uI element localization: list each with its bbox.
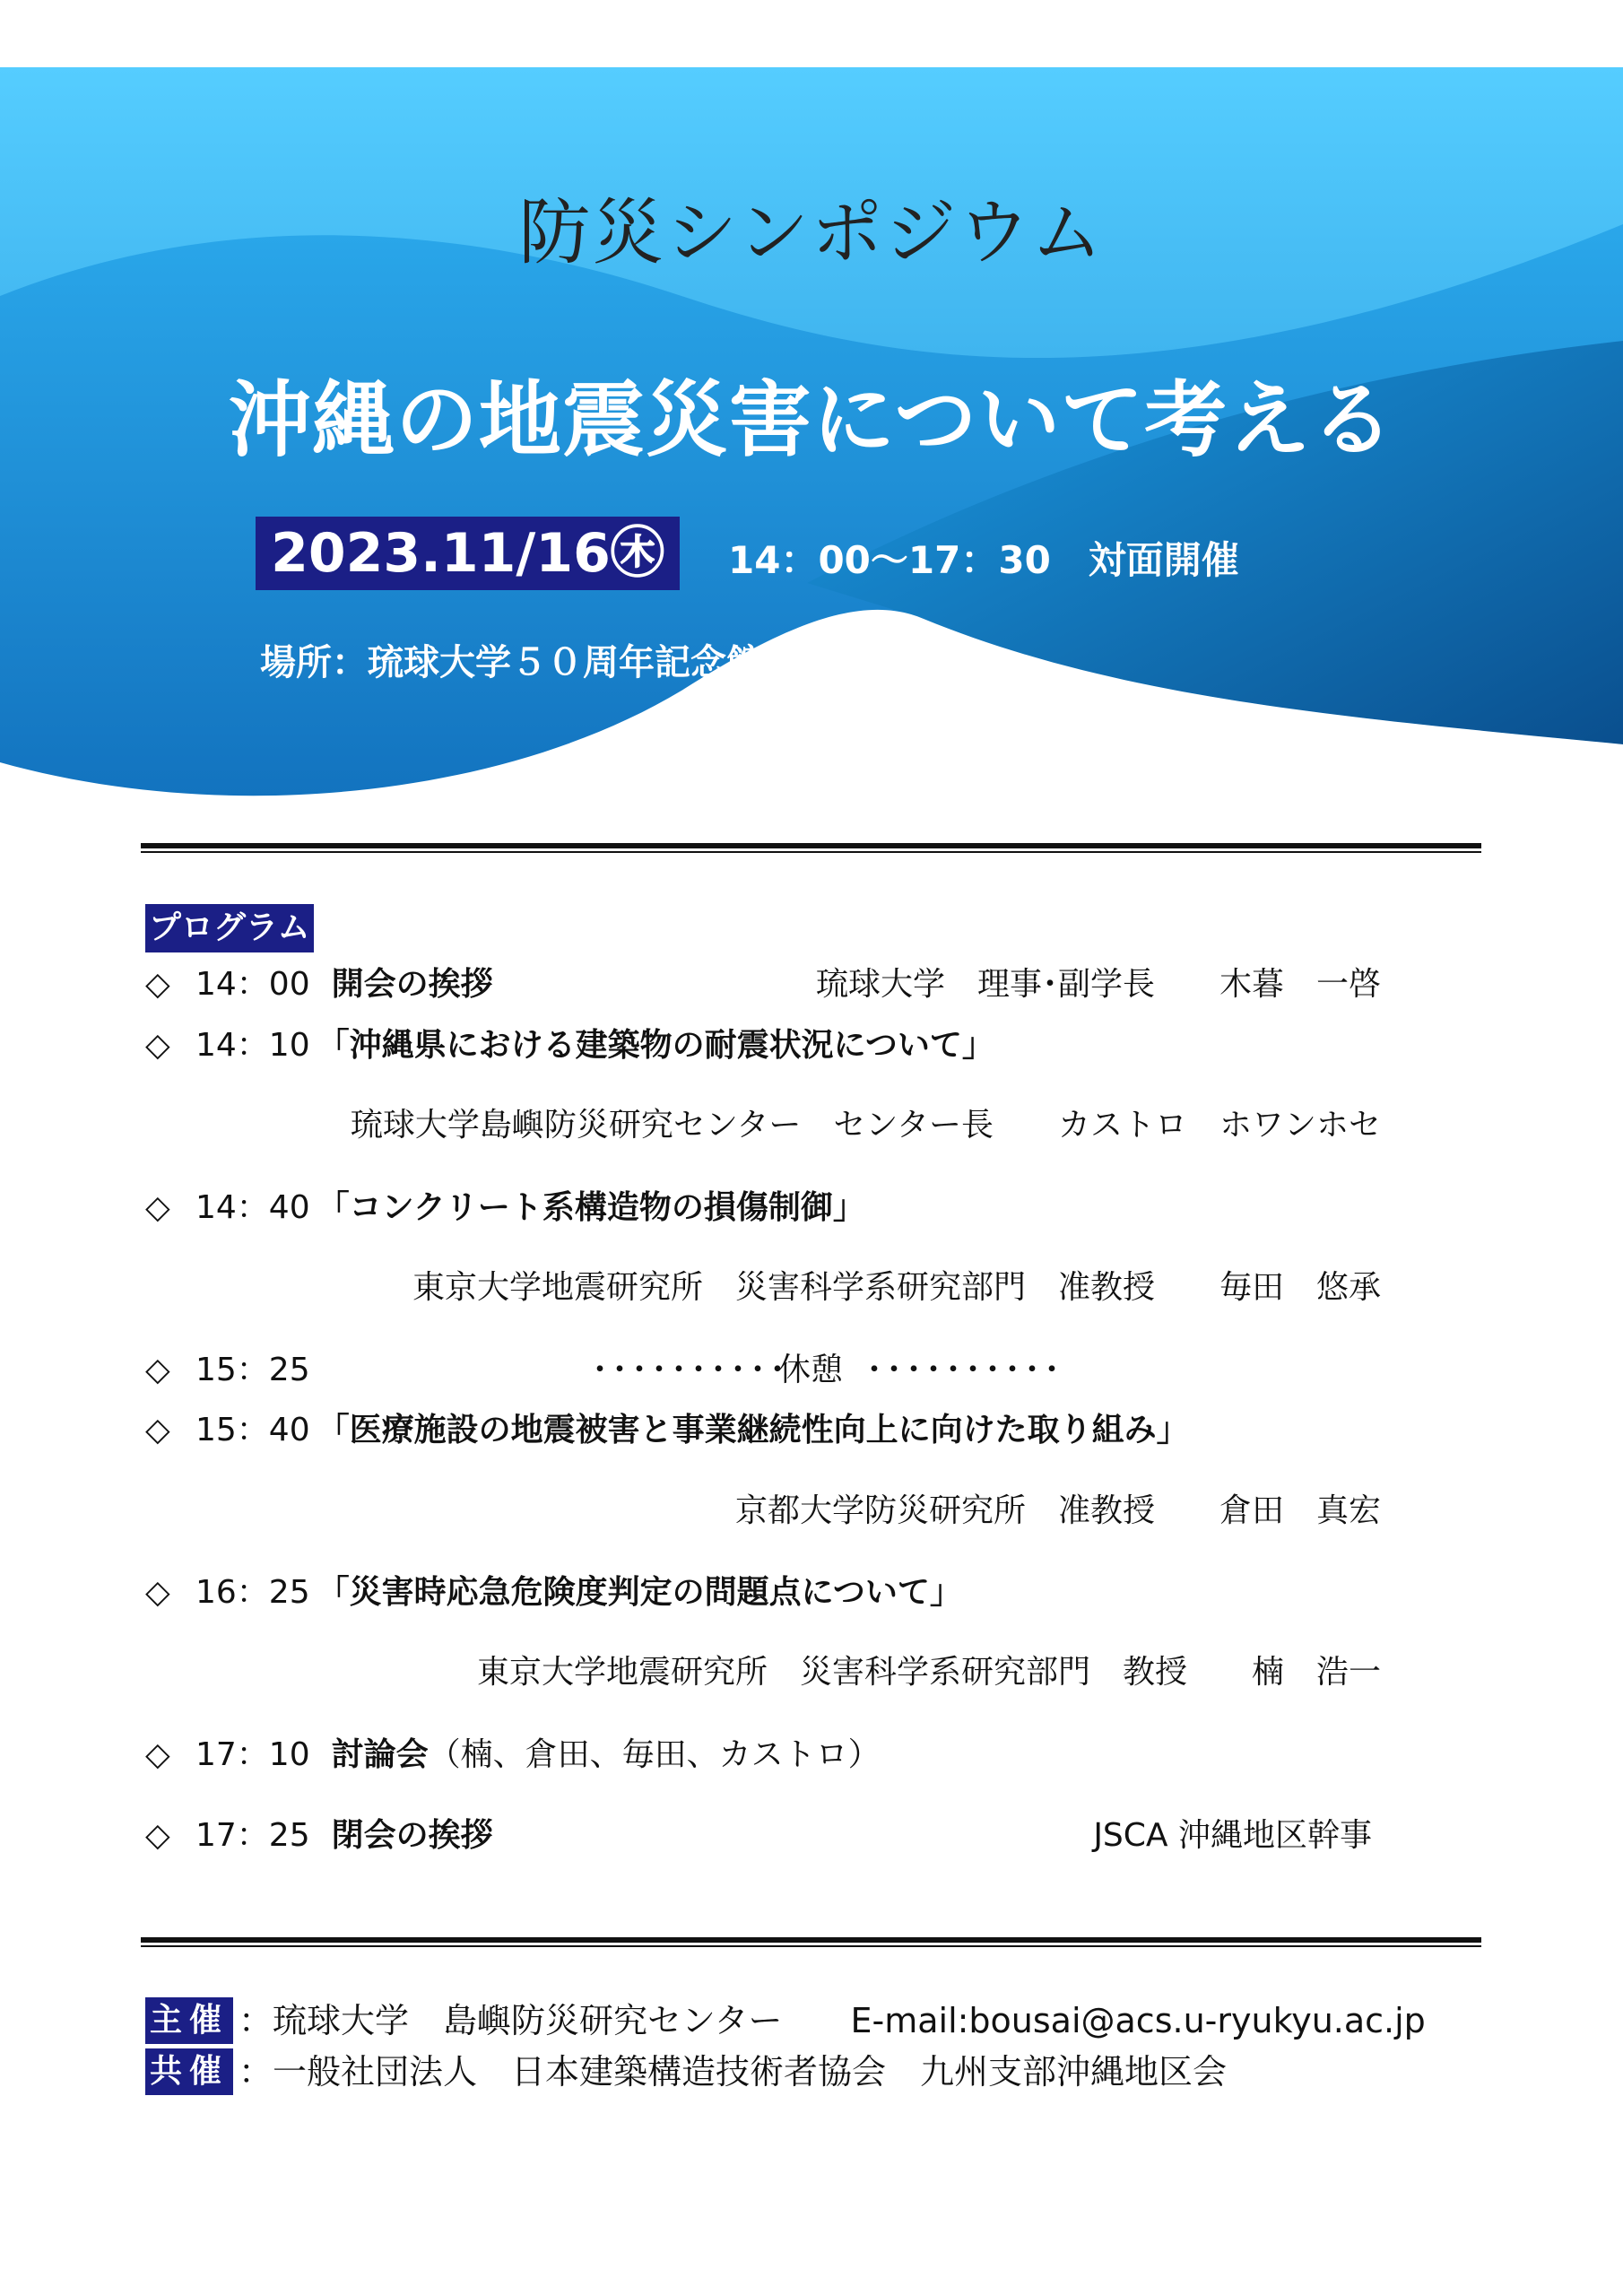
item-title: 討論会	[331, 1736, 429, 1773]
item-time: 14：10	[195, 1027, 310, 1064]
program-item	[145, 1733, 881, 1778]
item-time: 14：00	[195, 966, 310, 1003]
symposium-subtitle: 防災シンポジウム	[518, 191, 1105, 274]
divider-top	[141, 843, 1481, 853]
cohost-text: ：一般社団法人 日本建築構造技術者協会 九州支部沖縄地区会	[239, 2052, 1228, 2092]
event-date: 2023.11/16㊍	[256, 517, 680, 590]
divider-bottom	[141, 1937, 1481, 1947]
diamond-icon: ◇	[145, 1027, 170, 1064]
program-item	[145, 1186, 865, 1231]
break-dots-left: ･･････････	[592, 1352, 789, 1388]
item-speaker: JSCA 沖縄地区幹事	[1093, 1817, 1372, 1854]
diamond-icon: ◇	[145, 1189, 170, 1226]
item-time: 17：10	[195, 1736, 310, 1773]
diamond-icon: ◇	[145, 966, 170, 1003]
program-item	[145, 962, 493, 1007]
item-speaker: 京都大学防災研究所 准教授 倉田 真宏	[734, 1492, 1381, 1529]
break-label: 休憩	[778, 1352, 844, 1388]
program-label: プログラム	[145, 904, 314, 952]
page-title: 沖縄の地震災害について考える	[228, 372, 1395, 468]
item-title: 「沖縄県における建築物の耐震状況について」	[317, 1027, 994, 1064]
program-item	[145, 1023, 994, 1068]
item-time: 15：25	[195, 1352, 310, 1388]
item-time: 14：40	[195, 1189, 310, 1226]
item-title: 「医療施設の地震被害と事業継続性向上に向けた取り組み」	[317, 1412, 1189, 1448]
program-item	[145, 1570, 962, 1615]
item-time: 17：25	[195, 1817, 310, 1854]
item-title: 「コンクリート系構造物の損傷制御」	[317, 1189, 865, 1226]
item-speaker: 東京大学地震研究所 災害科学系研究部門 教授 楠 浩一	[476, 1654, 1381, 1691]
diamond-icon: ◇	[145, 1574, 170, 1611]
event-time: 14：00～17：30 対面開催	[728, 538, 1239, 582]
item-speaker: 琉球大学 理事･副学長 木暮 一啓	[815, 966, 1381, 1003]
item-title: 「災害時応急危険度判定の問題点について」	[317, 1574, 962, 1611]
diamond-icon: ◇	[145, 1736, 170, 1773]
diamond-icon: ◇	[145, 1352, 170, 1388]
item-speaker: 琉球大学島嶼防災研究センター センター長 カストロ ホワンホセ	[350, 1107, 1381, 1144]
discussion-panelists: （楠、倉田、毎田、カストロ）	[428, 1736, 881, 1773]
event-venue: 場所：琉球大学５０周年記念館	[260, 642, 762, 683]
diamond-icon: ◇	[145, 1817, 170, 1854]
cohost-label: 共催	[145, 2048, 233, 2095]
item-title: 開会の挨拶	[331, 966, 493, 1003]
item-time: 15：40	[195, 1412, 310, 1448]
break-dots-right: ･･････････	[866, 1352, 1063, 1388]
program-item	[145, 1813, 493, 1858]
item-title: 閉会の挨拶	[331, 1817, 493, 1854]
host-label: 主催	[145, 1997, 233, 2044]
host-text: ：琉球大学 島嶼防災研究センター E-mail:bousai@acs.u-ryukyu.ac.jp	[239, 2001, 1426, 2040]
item-time: 16：25	[195, 1574, 310, 1611]
program-item	[145, 1348, 310, 1393]
diamond-icon: ◇	[145, 1412, 170, 1448]
item-speaker: 東京大学地震研究所 災害科学系研究部門 准教授 毎田 悠承	[412, 1269, 1381, 1306]
program-item	[145, 1408, 1189, 1453]
